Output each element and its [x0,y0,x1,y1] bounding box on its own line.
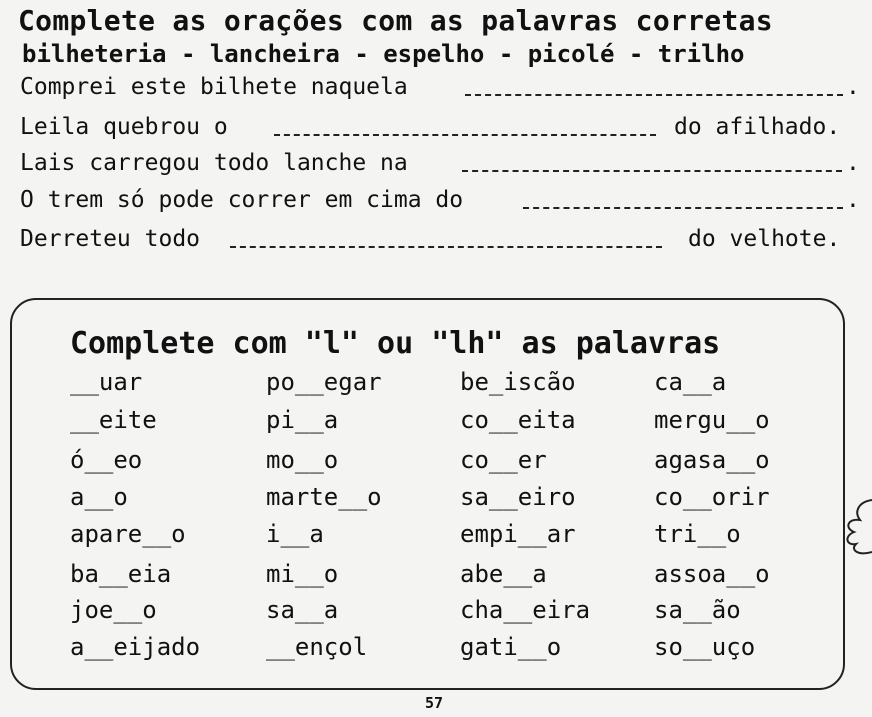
sentence-4-blank[interactable] [523,207,843,209]
sentence-5 [20,226,858,258]
sentence-2-text: Leila quebrou o [20,114,228,140]
word-item[interactable]: apare__o [70,520,186,548]
word-item[interactable]: assoa__o [654,560,770,588]
word-item[interactable]: sa__a [266,596,339,624]
word-item[interactable]: empi__ar [460,520,576,548]
word-item[interactable]: sa__eiro [460,483,576,511]
sentence-2-blank[interactable] [274,134,656,136]
word-item[interactable]: agasa__o [654,446,770,474]
word-item[interactable]: co__er [460,446,547,474]
sentence-5-blank[interactable] [230,246,662,248]
sentence-1-end: . [846,74,860,100]
word-item[interactable]: ba__eia [70,560,172,588]
sentence-3-blank[interactable] [462,170,842,172]
word-item[interactable]: mi__o [266,560,339,588]
sentence-2 [20,114,858,146]
sentence-3-end: . [846,150,860,176]
sentence-1-blank[interactable] [465,94,843,96]
word-bank: bilheteria - lancheira - espelho - picolé - trilho [22,40,745,68]
sentence-2-end: do afilhado. [674,114,841,140]
sentence-4 [20,187,858,219]
word-item[interactable]: i__a [266,520,324,548]
word-item[interactable]: ó__eo [70,446,143,474]
sentence-1 [20,74,858,106]
sentence-3-text: Lais carregou todo lanche na [20,150,408,176]
word-item[interactable]: mergu__o [654,406,770,434]
cartoon-hand-doodle [838,492,872,566]
word-item[interactable]: marte__o [266,483,382,511]
exercise2-title: Complete com "l" ou "lh" as palavras [70,326,721,361]
word-item[interactable]: po__egar [266,368,382,396]
sentence-5-end: do velhote. [688,226,841,252]
word-item[interactable]: be_iscão [460,368,576,396]
word-item[interactable]: tri__o [654,520,741,548]
word-item[interactable]: a__o [70,483,128,511]
word-item[interactable]: sa__ão [654,596,741,624]
sentence-4-text: O trem só pode correr em cima do [20,187,464,213]
word-item[interactable]: gati__o [460,633,562,661]
word-item[interactable]: mo__o [266,446,339,474]
sentence-3 [20,150,858,182]
word-item[interactable]: cha__eira [460,596,591,624]
page-number: 57 [425,694,444,712]
word-item[interactable]: __ençol [266,633,368,661]
sentence-1-text: Comprei este bilhete naquela [20,74,408,100]
sentence-4-end: . [846,187,860,213]
word-item[interactable]: so__uço [654,633,756,661]
word-item[interactable]: co__orir [654,483,770,511]
word-item[interactable]: __eite [70,406,157,434]
word-item[interactable]: a__eijado [70,633,201,661]
word-item[interactable]: __uar [70,368,143,396]
word-item[interactable]: ca__a [654,368,727,396]
exercise1-title: Complete as orações com as palavras corretas [18,4,773,37]
word-item[interactable]: pi__a [266,406,339,434]
word-item[interactable]: co__eita [460,406,576,434]
sentence-5-text: Derreteu todo [20,226,201,252]
word-item[interactable]: abe__a [460,560,547,588]
word-item[interactable]: joe__o [70,596,157,624]
